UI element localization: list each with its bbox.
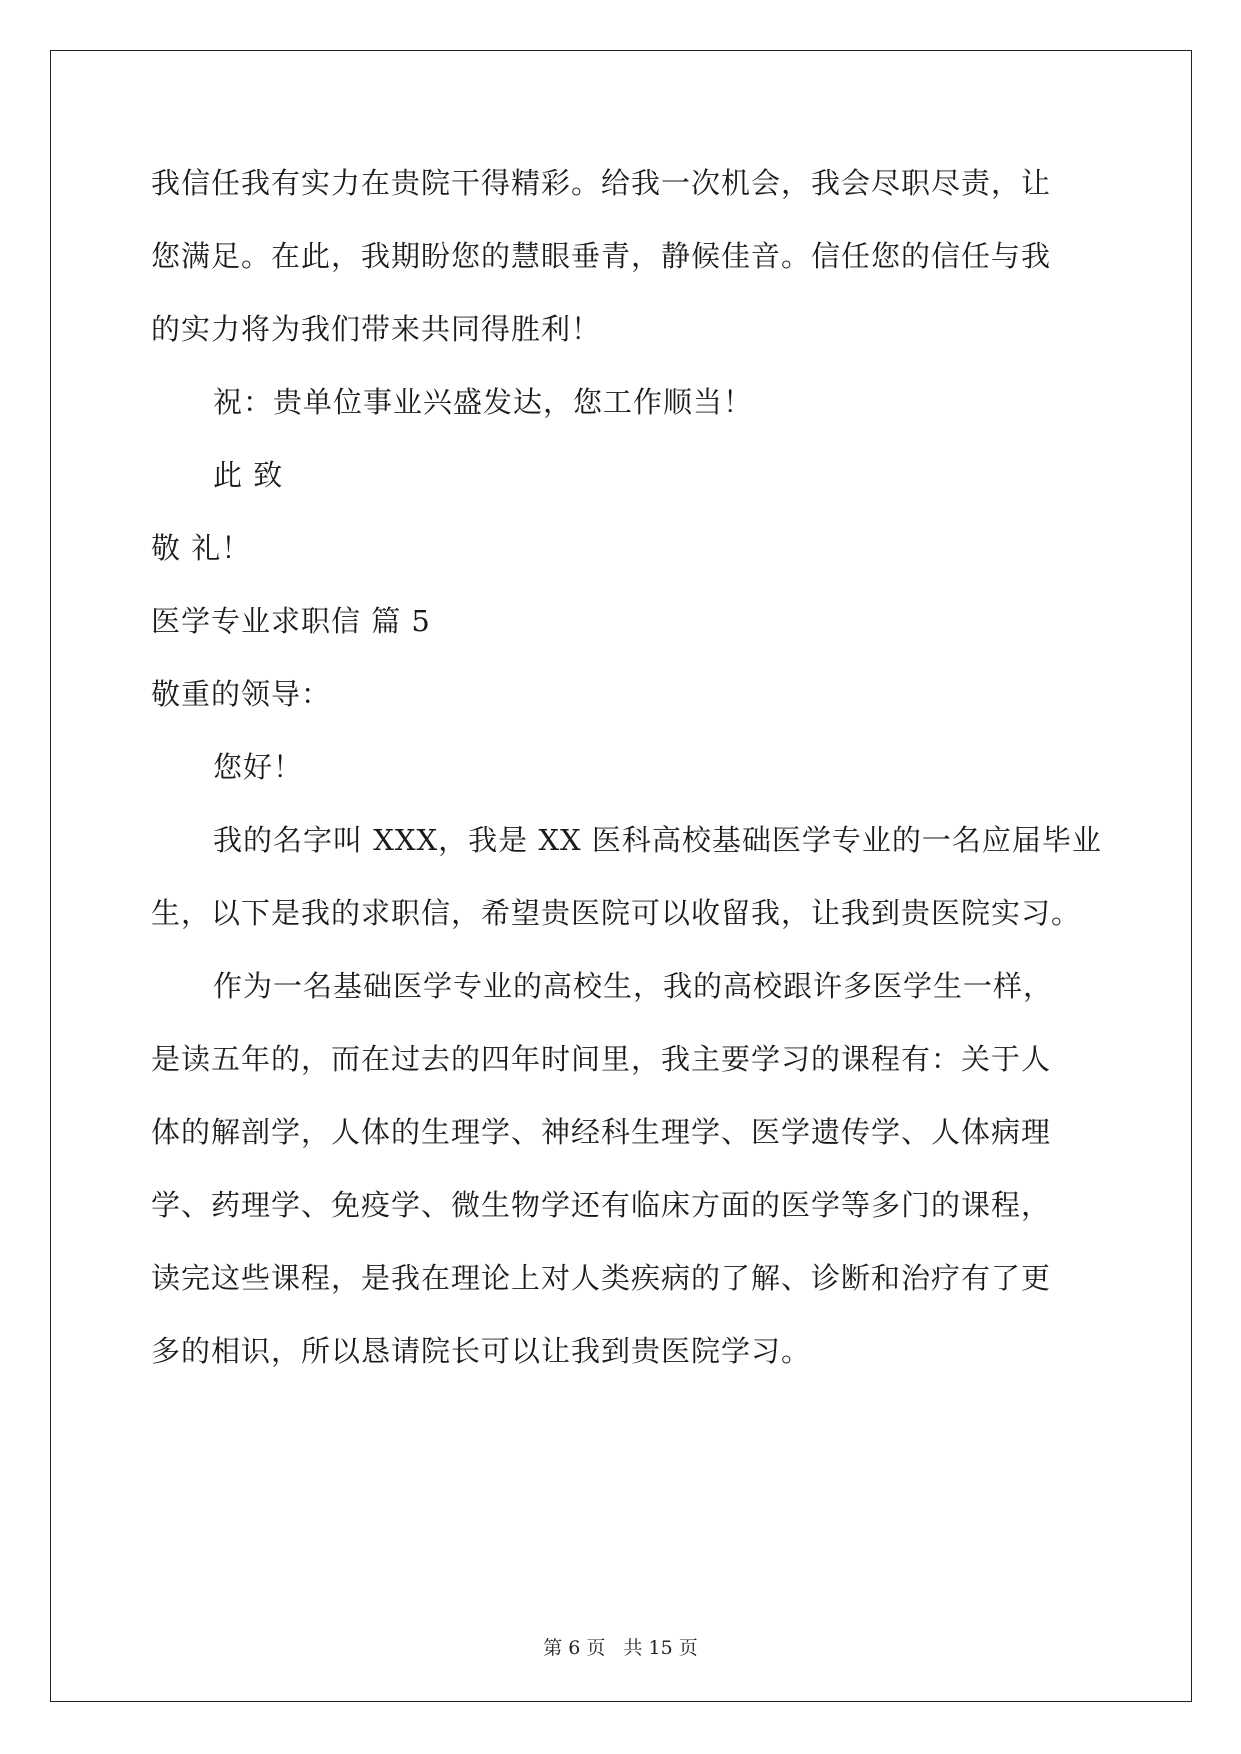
text-line: 生，以下是我的求职信，希望贵医院可以收留我，让我到贵医院实习。 [151,896,1082,930]
text-line: 体的解剖学，人体的生理学、神经科生理学、医学遗传学、人体病理 [151,1115,1052,1149]
closing-salutation: 此 致 [213,458,284,492]
page-footer [0,1633,1241,1660]
text-line: 祝：贵单位事业兴盛发达，您工作顺当！ [213,385,754,419]
text-line: 您满足。在此，我期盼您的慧眼垂青，静候佳音。信任您的信任与我 [151,239,1052,273]
text-line: 多的相识，所以恳请院长可以让我到贵医院学习。 [151,1334,812,1368]
closing-regards: 敬 礼！ [151,531,252,565]
page-number: 第 6 页 [543,1637,606,1659]
text-line: 学、药理学、免疫学、微生物学还有临床方面的医学等多门的课程， [151,1188,1052,1222]
text-line: 读完这些课程，是我在理论上对人类疾病的了解、诊断和治疗有了更 [151,1261,1052,1295]
page-border [50,50,1192,1702]
text-line: 的实力将为我们带来共同得胜利！ [151,312,602,346]
page-total: 共 15 页 [623,1637,698,1659]
text-line: 我的名字叫 XXX，我是 XX 医科高校基础医学专业的一名应届毕业 [213,823,1102,857]
letter-greeting: 敬重的领导： [151,677,332,711]
section-heading: 医学专业求职信 篇 5 [151,604,431,638]
text-line: 我信任我有实力在贵院干得精彩。给我一次机会，我会尽职尽责，让 [151,166,1052,200]
text-line: 是读五年的，而在过去的四年时间里，我主要学习的课程有：关于人 [151,1042,1052,1076]
text-line: 您好！ [213,750,304,784]
text-line: 作为一名基础医学专业的高校生，我的高校跟许多医学生一样， [213,969,1054,1003]
